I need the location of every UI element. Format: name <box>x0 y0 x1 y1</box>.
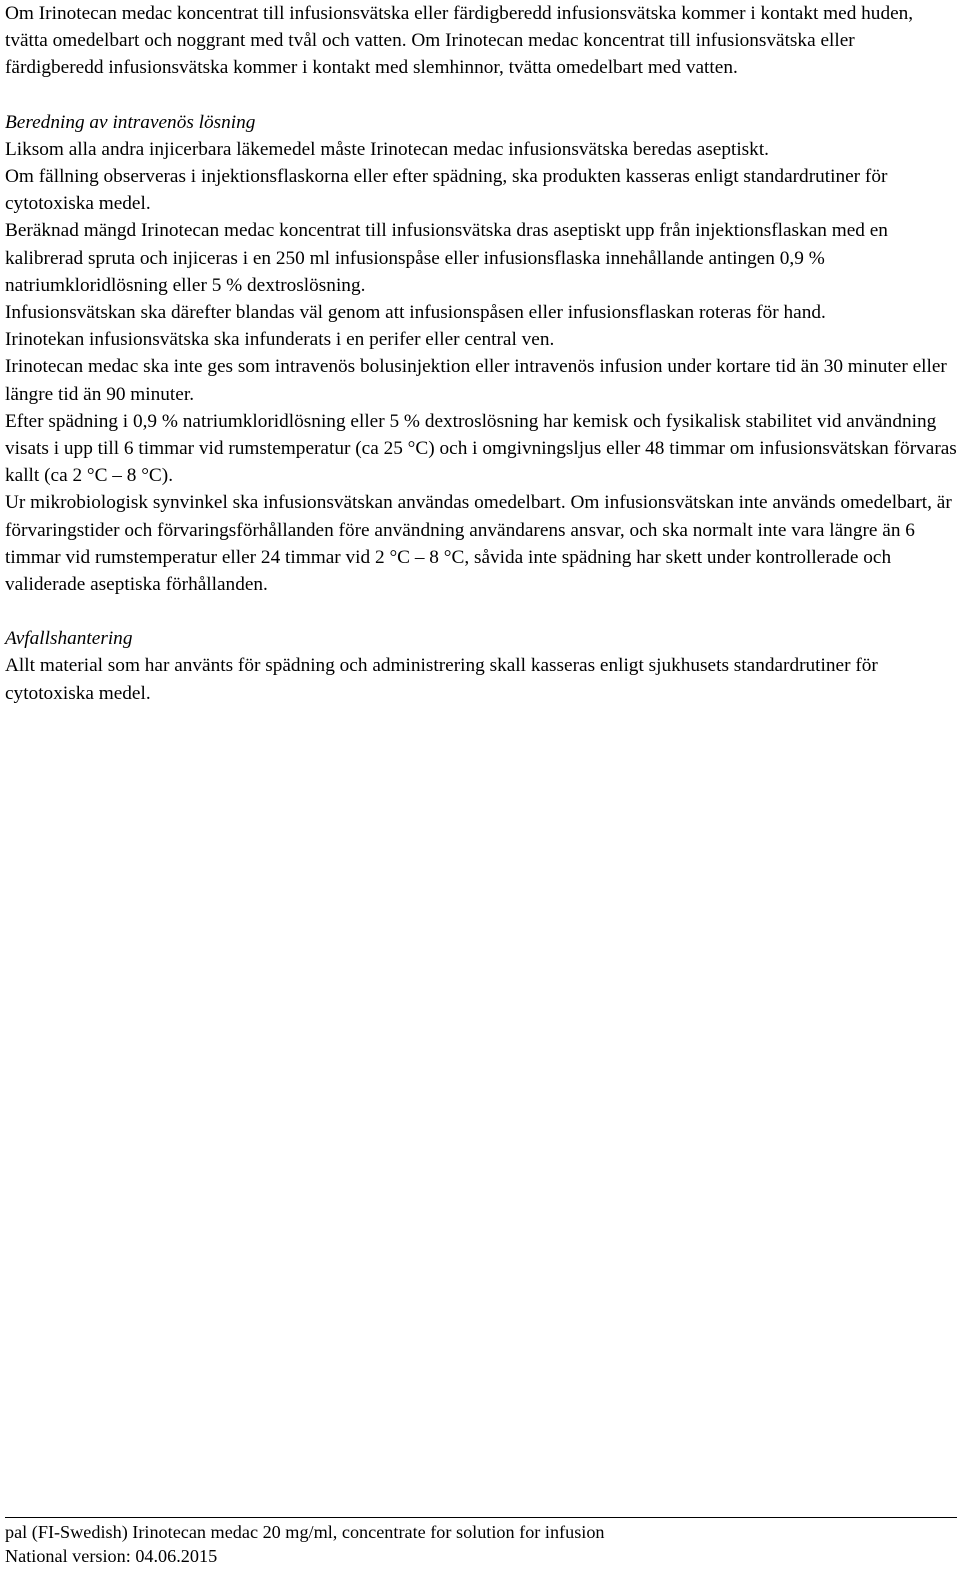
paragraph: Infusionsvätskan ska därefter blandas väl genom att infusionspåsen eller infusionsflaskan roteras för hand. <box>5 302 826 324</box>
section-heading-preparation: Beredning av intravenös lösning <box>5 111 256 133</box>
paragraph: Beräknad mängd Irinotecan medac koncentrat till infusionsvätska dras aseptiskt upp från injektionsflaskan med en kalibrerad spruta och injiceras i en 250 ml infusionspåse eller infusionsflaska innehållande antingen 0,9 % natriumkloridlösning eller 5 % dextroslösning. <box>5 220 888 296</box>
footer-product-line: pal (FI-Swedish) Irinotecan medac 20 mg/ml, concentrate for solution for infusion <box>5 1522 605 1542</box>
intro-paragraph: Om Irinotecan medac koncentrat till infusionsvätska eller färdigberedd infusionsvätska kommer i kontakt med huden, tvätta omedelbart och noggrant med tvål och vatten. Om Irinotecan medac koncentrat till infusionsvätska eller färdigberedd infusionsvätska kommer i kontakt med slemhinnor, tvätta omedelbart med vatten. <box>5 3 914 79</box>
paragraph: Efter spädning i 0,9 % natriumkloridlösning eller 5 % dextroslösning har kemisk och fysikalisk stabilitet vid användning visats i upp till 6 timmar vid rumstemperatur (ca 25 °C) och i omgivningsljus eller 48 timmar om infusionsvätskan förvaras kallt (ca 2 °C – 8 °C). <box>5 410 957 487</box>
footer-version-line: National version: 04.06.2015 <box>5 1546 218 1566</box>
paragraph: Irinotekan infusionsvätska ska infunderats i en perifer eller central ven. <box>5 329 555 351</box>
paragraph: Irinotecan medac ska inte ges som intravenös bolusinjektion eller intravenös infusion under kortare tid än 30 minuter eller längre tid än 90 minuter. <box>5 356 947 405</box>
section-heading-waste: Avfallshantering <box>5 628 133 650</box>
page-footer <box>5 1517 957 1568</box>
document-body <box>5 0 957 707</box>
paragraph: Om fällning observeras i injektionsflaskorna eller efter spädning, ska produkten kasseras enligt standardrutiner för cytotoxiska medel. <box>5 166 888 215</box>
paragraph: Liksom alla andra injicerbara läkemedel måste Irinotecan medac infusionsvätska beredas aseptiskt. <box>5 138 769 160</box>
paragraph: Allt material som har använts för spädning och administrering skall kasseras enligt sjukhusets standardrutiner för cytotoxiska medel. <box>5 655 878 704</box>
paragraph: Ur mikrobiologisk synvinkel ska infusionsvätskan användas omedelbart. Om infusionsvätskan inte används omedelbart, är förvaringstider och förvaringsförhållanden före användning användarens ansvar, och ska normalt inte vara längre än 6 timmar vid rumstemperatur eller 24 timmar vid 2 °C – 8 °C, såvida inte spädning har skett under kontrollerade och validerade aseptiska förhållanden. <box>5 492 952 596</box>
